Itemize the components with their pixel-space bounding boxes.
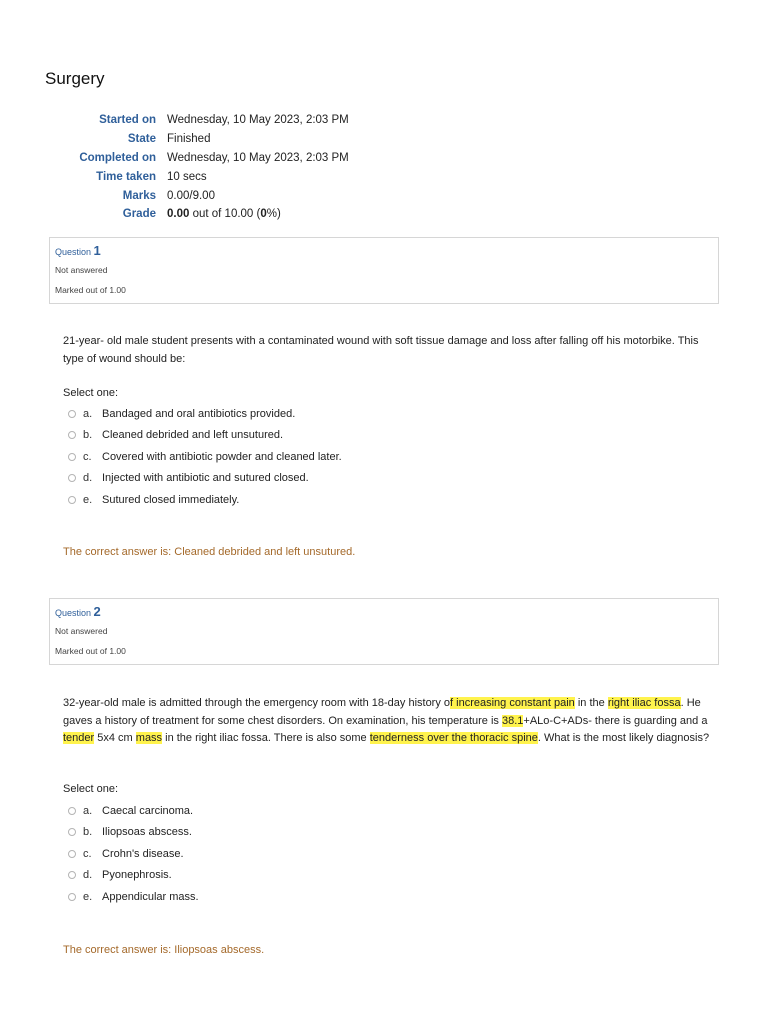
summary-label: Completed on: [79, 151, 156, 164]
question-text-segment: 21-year- old male student presents with a contaminated wound with soft tissue damage and loss after falling off his motorbike. This type of wound should be:: [63, 335, 699, 365]
radio-icon[interactable]: [68, 496, 76, 504]
answer-letter: a.: [83, 407, 93, 420]
answer-option[interactable]: [68, 489, 342, 511]
question-text: [63, 333, 713, 368]
question-text: [63, 695, 713, 748]
answer-letter: c.: [83, 450, 92, 463]
answer-text: Cleaned debrided and left unsutured.: [102, 429, 284, 442]
attempt-summary: [60, 111, 349, 224]
radio-icon[interactable]: [68, 410, 76, 418]
question-text-segment: in the: [574, 697, 608, 709]
radio-icon[interactable]: [68, 850, 76, 858]
answer-letter: b.: [83, 429, 93, 442]
grade-mid: out of 10.00 (: [189, 208, 261, 221]
summary-row-state: [60, 130, 349, 149]
highlighted-text: 38.1: [501, 714, 524, 727]
answer-option[interactable]: [68, 886, 199, 908]
summary-row-grade: [60, 205, 349, 224]
question-state: Not answered: [55, 265, 108, 275]
answer-text: Caecal carcinoma.: [102, 804, 194, 817]
summary-row-time: [60, 167, 349, 186]
highlighted-text: tenderness over the thoracic spine: [369, 732, 538, 744]
page-title: Surgery: [45, 69, 105, 88]
answer-text: Pyonephrosis.: [102, 869, 172, 882]
answer-text: Iliopsoas abscess.: [102, 826, 192, 839]
summary-value: [167, 205, 349, 224]
summary-row-started: [60, 111, 349, 130]
question-grade: Marked out of 1.00: [55, 646, 126, 656]
radio-icon[interactable]: [68, 474, 76, 482]
question-text-segment: . He gaves a history of treatment for some chest disorders. On examination, his temperature is: [63, 697, 701, 727]
question-text-segment: +ALo-C+ADs- there is guarding and a: [523, 714, 708, 727]
grade-value: 0.00: [167, 208, 190, 221]
answer-text: Crohn's disease.: [102, 847, 184, 860]
summary-value: 10 secs: [167, 170, 207, 183]
answer-option[interactable]: [68, 468, 342, 490]
summary-label: Grade: [122, 208, 156, 221]
select-one-label: Select one:: [63, 783, 119, 795]
answer-letter: b.: [83, 826, 93, 839]
summary-row-marks: [60, 186, 349, 205]
select-one-label: Select one:: [63, 387, 119, 399]
answer-list: [68, 403, 342, 511]
summary-value: Finished: [167, 133, 211, 146]
answer-option[interactable]: [68, 800, 199, 822]
answer-letter: d.: [83, 472, 93, 485]
question-number: Question 2: [55, 604, 101, 619]
question-text-segment: 5x4 cm: [94, 732, 136, 744]
answer-letter: e.: [83, 890, 93, 903]
answer-text: Bandaged and oral antibiotics provided.: [102, 407, 296, 420]
correct-answer-feedback: The correct answer is: Iliopsoas abscess.: [63, 944, 265, 956]
highlighted-text: right iliac fossa: [607, 697, 681, 709]
answer-text: Covered with antibiotic powder and cleaned later.: [102, 450, 342, 463]
question-info-1: [49, 237, 719, 304]
question-text-segment: 32-year-old male is admitted through the emergency room with 18-day history o: [63, 697, 451, 709]
summary-row-completed: [60, 149, 349, 168]
question-number: Question 1: [55, 243, 101, 258]
summary-label: Started on: [99, 114, 156, 127]
answer-option[interactable]: [68, 843, 199, 865]
answer-option[interactable]: [68, 425, 342, 447]
summary-label: State: [127, 133, 156, 146]
question-state: Not answered: [55, 626, 108, 636]
answer-text: Injected with antibiotic and sutured closed.: [102, 472, 309, 485]
radio-icon[interactable]: [68, 871, 76, 879]
question-text-segment: in the right iliac fossa. There is also some: [162, 732, 370, 744]
grade-percent: 0: [260, 208, 267, 221]
highlighted-text: mass: [135, 732, 163, 744]
summary-label: Time taken: [96, 170, 156, 183]
highlighted-text: f increasing constant pain: [450, 697, 575, 709]
question-grade: Marked out of 1.00: [55, 285, 126, 295]
answer-letter: a.: [83, 804, 93, 817]
answer-list: [68, 800, 199, 908]
radio-icon[interactable]: [68, 807, 76, 815]
radio-icon[interactable]: [68, 893, 76, 901]
question-info-2: [49, 598, 719, 665]
summary-label: Marks: [122, 189, 156, 202]
answer-option[interactable]: [68, 822, 199, 844]
radio-icon[interactable]: [68, 828, 76, 836]
answer-letter: d.: [83, 869, 93, 882]
answer-option[interactable]: [68, 865, 199, 887]
answer-option[interactable]: [68, 446, 342, 468]
radio-icon[interactable]: [68, 431, 76, 439]
answer-text: Sutured closed immediately.: [102, 493, 240, 506]
grade-end: %): [266, 208, 281, 221]
summary-value: Wednesday, 10 May 2023, 2:03 PM: [167, 151, 349, 164]
question-text-segment: . What is the most likely diagnosis?: [537, 732, 710, 744]
highlighted-text: tender: [63, 732, 95, 744]
answer-letter: e.: [83, 493, 93, 506]
summary-value: Wednesday, 10 May 2023, 2:03 PM: [167, 114, 349, 127]
summary-value: 0.00/9.00: [167, 189, 215, 202]
answer-option[interactable]: [68, 403, 342, 425]
correct-answer-feedback: The correct answer is: Cleaned debrided and left unsutured.: [63, 546, 356, 558]
radio-icon[interactable]: [68, 453, 76, 461]
answer-letter: c.: [83, 847, 92, 860]
answer-text: Appendicular mass.: [102, 890, 199, 903]
